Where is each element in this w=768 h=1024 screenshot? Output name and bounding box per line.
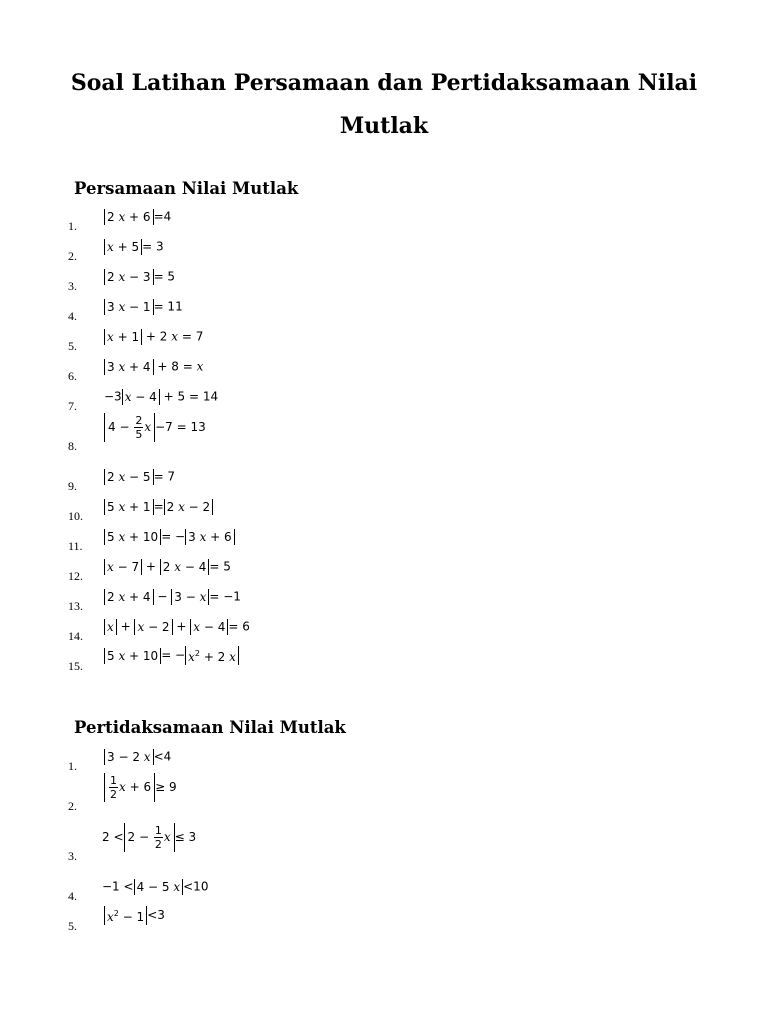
problem-number: 5. <box>68 919 77 933</box>
problem-number: 5. <box>68 339 77 353</box>
problem-equation: x + x − 2 + x − 4 = 6 <box>104 619 250 635</box>
problem-equation: 5 x + 10 = − $x^2 + 2$ x <box>104 646 239 665</box>
problem-row-9 <box>0 464 768 494</box>
problem-row-3 <box>0 264 768 294</box>
problem-number: 9. <box>68 479 77 493</box>
problem-number: 12. <box>68 569 83 583</box>
problem-row-4 <box>0 294 768 324</box>
section-heading-pertidaksamaan: Pertidaksamaan Nilai Mutlak <box>74 718 346 737</box>
problem-equation: x − 7 + 2 x − 4 = 5 <box>104 559 231 575</box>
problem-number: 1. <box>68 759 77 773</box>
problem-number: 4. <box>68 309 77 323</box>
problem-row-1 <box>0 204 768 234</box>
problem-equation: 2 x − 5 = 7 <box>104 469 175 485</box>
problem-equation: 5 x + 10 = − 3 x + 6 <box>104 529 235 545</box>
problem-row-13 <box>0 584 768 614</box>
problem-inequality: $\frac{1}{2}$ x + 6 ≥ 9 <box>104 773 177 802</box>
problem-equation: 3 x + 4 + 8 = x <box>104 359 203 375</box>
problem-number: 6. <box>68 369 77 383</box>
problem-equation: 2 x + 4 − 3 − x = −1 <box>104 589 241 605</box>
inequality-row-2 <box>0 774 768 814</box>
problem-inequality: −1 < 4 − 5 x <10 <box>102 879 209 894</box>
problem-number: 1. <box>68 219 77 233</box>
problem-number: 3. <box>68 279 77 293</box>
document-title-line-1: Soal Latihan Persamaan dan Pertidaksamaan Nilai <box>70 70 698 96</box>
problem-row-8 <box>0 414 768 454</box>
problem-equation: x + 5 = 3 <box>104 239 164 255</box>
inequality-row-1 <box>0 744 768 774</box>
problem-row-7 <box>0 384 768 414</box>
problem-number: 10. <box>68 509 83 523</box>
problem-equation: 5 x + 1 = 2 x − 2 <box>104 499 213 515</box>
problem-row-5 <box>0 324 768 354</box>
problem-number: 11. <box>68 539 83 553</box>
problem-row-15 <box>0 644 768 674</box>
problem-inequality: $x^2 - 1 <3$ <box>104 906 165 925</box>
problem-number: 4. <box>68 889 77 903</box>
problem-equation: 2 x + 6 =4 <box>104 209 171 225</box>
problem-row-10 <box>0 494 768 524</box>
problem-row-12 <box>0 554 768 584</box>
problem-equation: x + 1 + 2 x = 7 <box>104 329 203 345</box>
problem-inequality: 3 − 2 x <4 <box>104 749 171 765</box>
problem-number: 2. <box>68 249 77 263</box>
problem-number: 2. <box>68 799 77 813</box>
problem-inequality: 2 < 2 − $\frac{1}{2}$ x ≤ 3 <box>102 824 197 851</box>
problem-number: 7. <box>68 399 77 413</box>
problem-number: 3. <box>68 849 77 863</box>
problem-number: 14. <box>68 629 83 643</box>
problem-row-6 <box>0 354 768 384</box>
problem-equation: 2 x − 3 = 5 <box>104 269 175 285</box>
problem-row-11 <box>0 524 768 554</box>
problem-equation: 4 − $\frac{2}{5}$ x −7 = 13 <box>104 413 206 442</box>
problem-number: 13. <box>68 599 83 613</box>
inequality-row-4 <box>0 874 768 904</box>
inequality-row-5 <box>0 904 768 934</box>
problem-equation: −3 x − 4 + 5 = 14 <box>104 389 219 404</box>
problem-row-14 <box>0 614 768 644</box>
inequality-row-3 <box>0 824 768 864</box>
document-title-line-2: Mutlak <box>339 113 429 139</box>
problem-row-2 <box>0 234 768 264</box>
problem-number: 8. <box>68 439 77 453</box>
problem-number: 15. <box>68 659 83 673</box>
problem-equation: 3 x − 1 = 11 <box>104 299 183 315</box>
section-heading-persamaan: Persamaan Nilai Mutlak <box>74 179 299 198</box>
